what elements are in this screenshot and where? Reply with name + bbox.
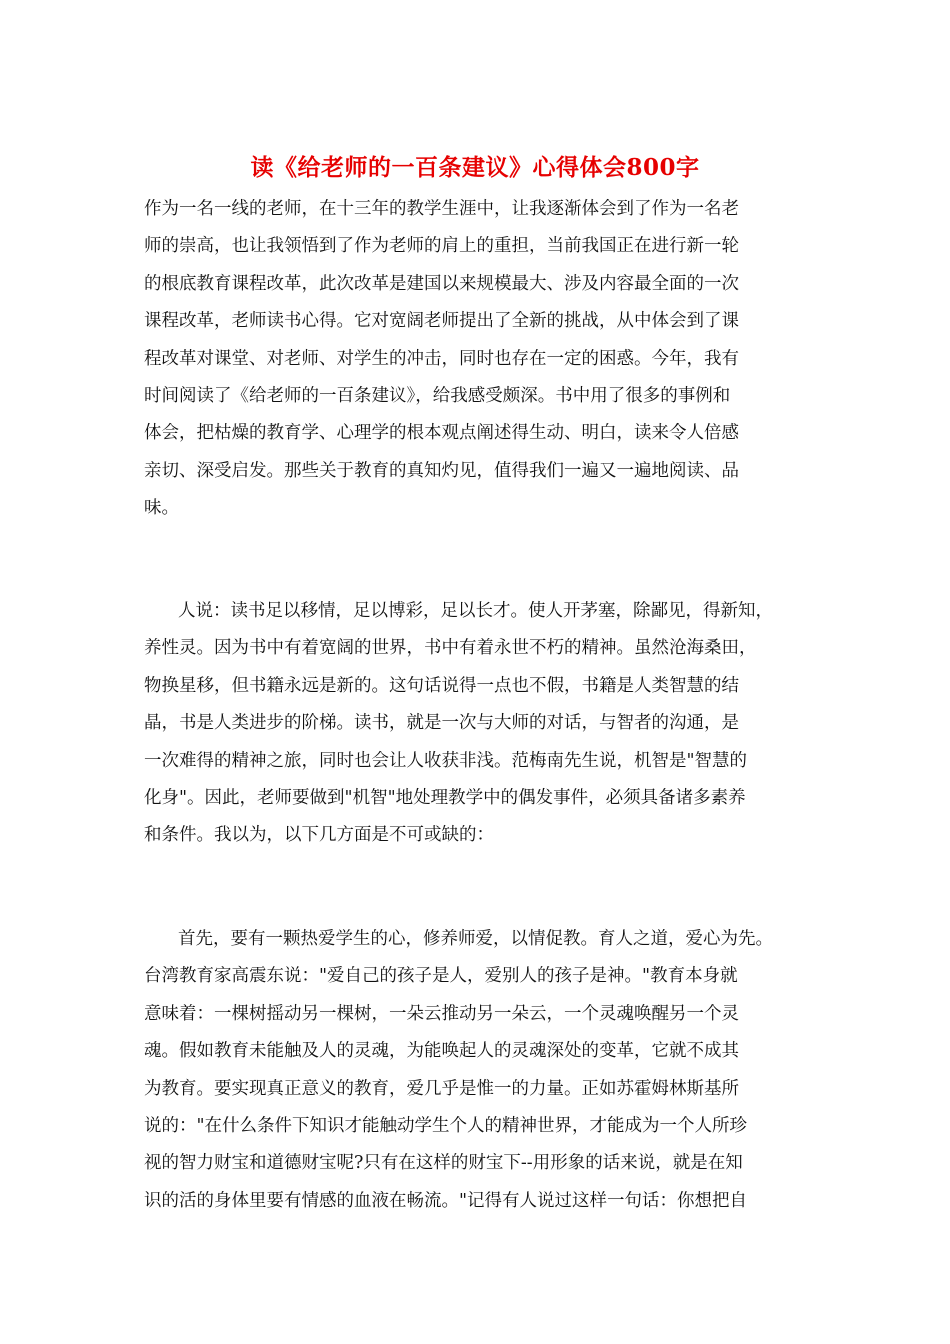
text-line: 化身"。因此，老师要做到"机智"地处理教学中的偶发事件，必须具备诸多素养 — [144, 788, 746, 809]
paragraph-2 — [144, 593, 834, 855]
text-line: 为教育。要实现真正意义的教育，爱几乎是惟一的力量。正如苏霍姆林斯基所 — [144, 1078, 739, 1099]
text-line: 台湾教育家高震东说："爱自己的孩子是人，爱别人的孩子是神。"教育本身就 — [144, 966, 738, 987]
text-line: 的根底教育课程改革，此次改革是建国以来规模最大、涉及内容最全面的一次 — [144, 273, 739, 294]
text-line-content: 首先，要有一颗热爱学生的心，修养师爱，以情促教。育人之道，爱心为先。 — [178, 929, 773, 949]
text-line: 作为一名一线的老师，在十三年的教学生涯中，让我逐渐体会到了作为一名老 — [144, 199, 739, 219]
text-line: 识的活的身体里要有情感的血液在畅流。"记得有人说过这样一句话：你想把自 — [144, 1190, 748, 1211]
text-line: 亲切、深受启发。那些关于教育的真知灼见，值得我们一遍又一遍地阅读、品 — [144, 460, 739, 481]
text-line — [144, 593, 834, 630]
paragraph-3 — [144, 921, 834, 1220]
text-line: 师的崇高，也让我领悟到了作为老师的肩上的重担，当前我国正在进行新一轮 — [144, 236, 739, 257]
text-line: 和条件。我以为，以下几方面是不可或缺的： — [144, 825, 494, 846]
text-line: 物换星移，但书籍永远是新的。这句话说得一点也不假，书籍是人类智慧的结 — [144, 675, 739, 696]
text-line: 一次难得的精神之旅，同时也会让人收获非浅。范梅南先生说，机智是"智慧的 — [144, 750, 748, 771]
document-title: 读《给老师的一百条建议》心得体会800字 — [250, 154, 700, 181]
text-line: 说的："在什么条件下知识才能触动学生个人的精神世界，才能成为一个人所珍 — [144, 1116, 748, 1137]
text-line — [144, 921, 834, 958]
text-line: 体会，把枯燥的教育学、心理学的根本观点阐述得生动、明白，读来令人倍感 — [144, 423, 739, 444]
text-line: 晶，书是人类进步的阶梯。读书，就是一次与大师的对话，与智者的沟通，是 — [144, 713, 739, 734]
text-line: 视的智力财宝和道德财宝呢?只有在这样的财宝下--用形象的话来说，就是在知 — [144, 1153, 743, 1174]
text-line: 魂。假如教育未能触及人的灵魂，为能唤起人的灵魂深处的变革，它就不成其 — [144, 1041, 739, 1062]
text-line: 时间阅读了《给老师的一百条建议》，给我感受颇深。书中用了很多的事例和 — [144, 386, 731, 407]
text-line: 意味着：一棵树摇动另一棵树，一朵云推动另一朵云，一个灵魂唤醒另一个灵 — [144, 1003, 739, 1024]
text-line: 程改革对课堂、对老师、对学生的冲击，同时也存在一定的困惑。今年，我有 — [144, 348, 739, 369]
text-line: 养性灵。因为书中有着宽阔的世界，书中有着永世不朽的精神。虽然沧海桑田， — [144, 638, 757, 659]
text-line: 课程改革，老师读书心得。它对宽阔老师提出了全新的挑战，从中体会到了课 — [144, 311, 739, 332]
text-line-content: 人说：读书足以移情，足以博彩，足以长才。使人开茅塞，除鄙见，得新知， — [178, 601, 773, 621]
text-line: 味。 — [144, 498, 179, 519]
paragraph-1 — [144, 191, 834, 528]
